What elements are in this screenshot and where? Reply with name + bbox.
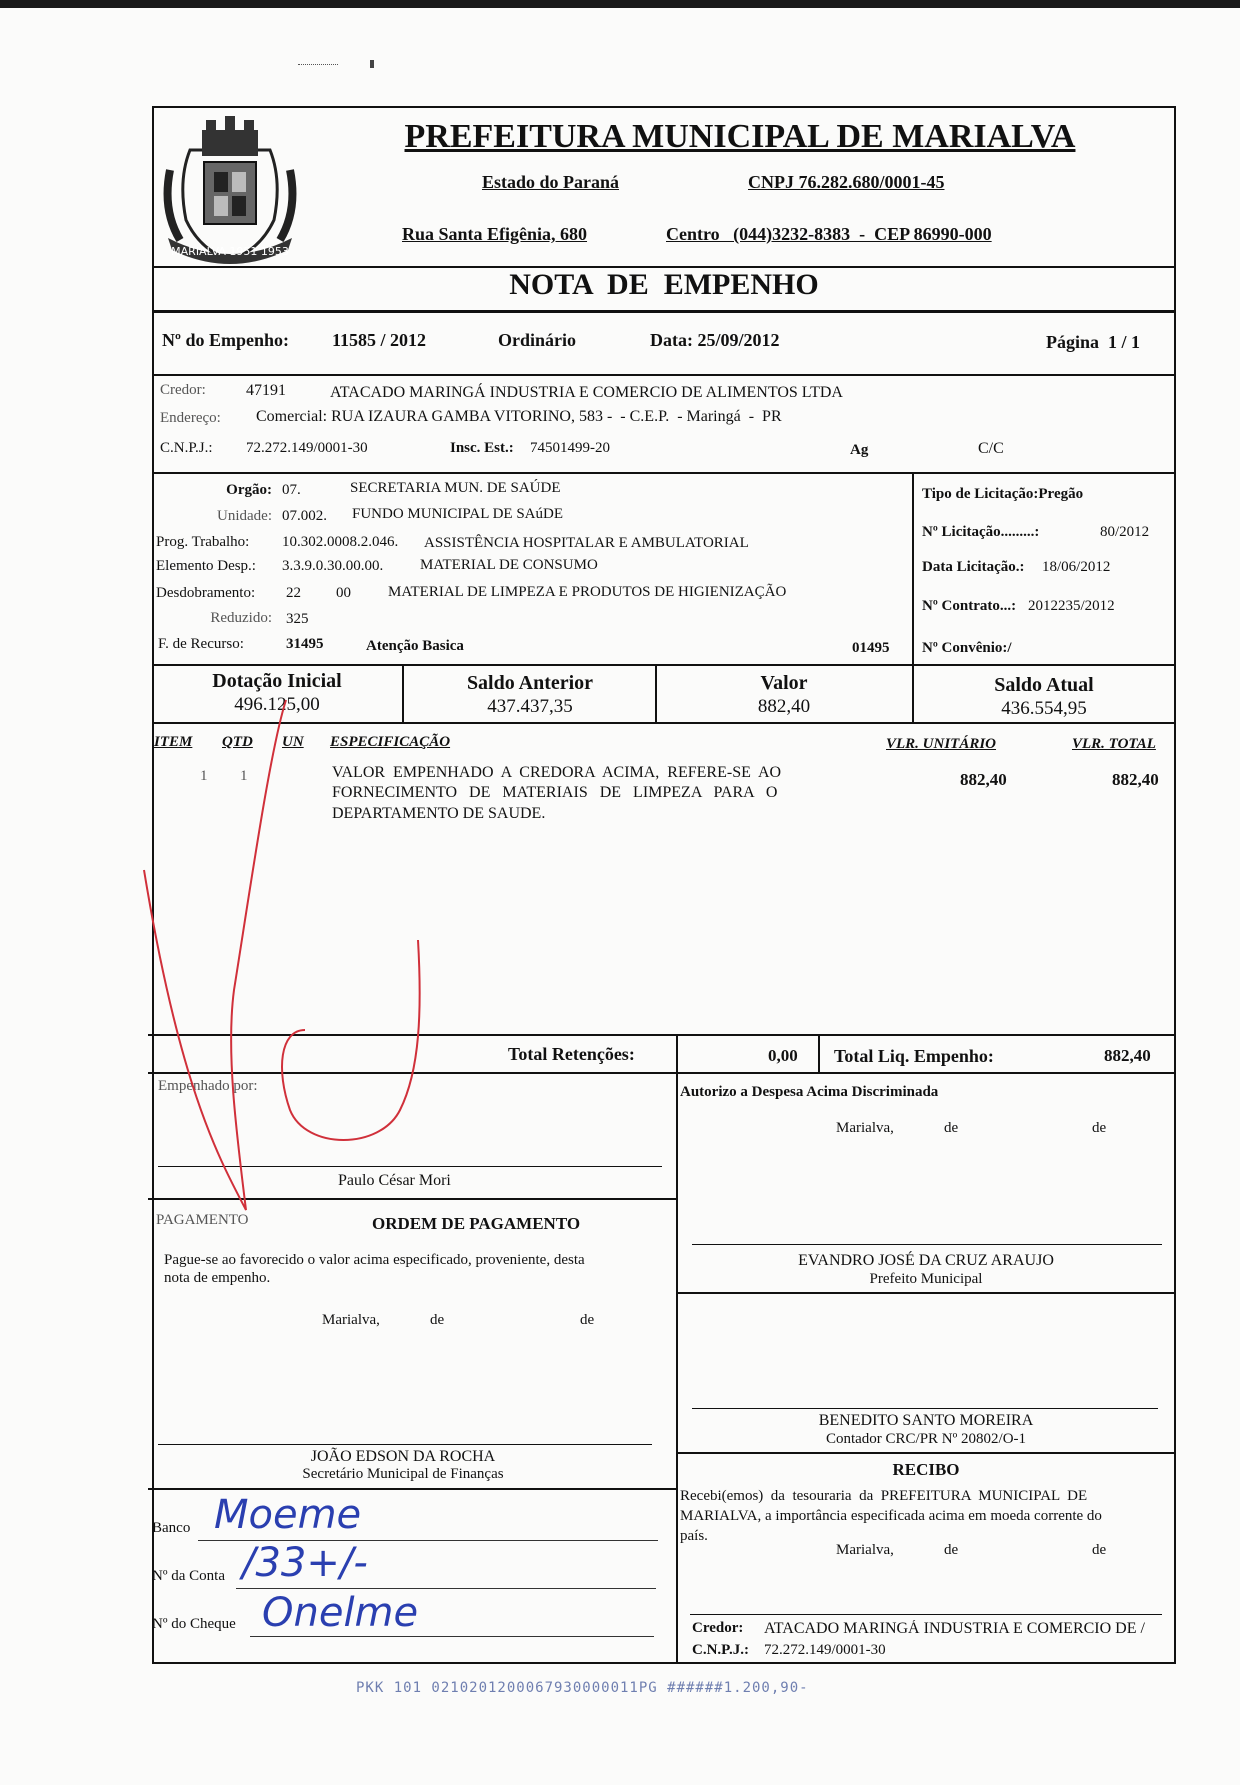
pagamento-de-1: de	[430, 1312, 445, 1328]
insc-est: 74501499-20	[530, 440, 610, 456]
saldo-atual-label: Saldo Atual	[994, 674, 1094, 696]
col-vlr-total: VLR. TOTAL	[1072, 736, 1156, 752]
conta-corrente-label: C/C	[978, 440, 1004, 457]
recibo-text-1: Recebi(emos) da tesouraria da PREFEITURA MUNICIPAL DE	[680, 1488, 1088, 1504]
prefeito-role: Prefeito Municipal	[869, 1271, 983, 1287]
divider	[912, 664, 914, 722]
header-title: PREFEITURA MUNICIPAL DE MARIALVA	[404, 118, 1076, 155]
item-number: 1	[200, 768, 208, 784]
licitacao-type: Tipo de Licitação:Pregão	[922, 486, 1084, 502]
prefeito-name: EVANDRO JOSÉ DA CRUZ ARAUJO	[798, 1252, 1054, 1269]
empenho-date: Data: 25/09/2012	[650, 330, 780, 350]
red-pen-mark	[130, 690, 450, 1230]
pagamento-de-2: de	[580, 1312, 595, 1328]
contador-name: BENEDITO SANTO MOREIRA	[818, 1412, 1034, 1429]
endereco: Comercial: RUA IZAURA GAMBA VITORINO, 583 - - C.E.P. - Maringá - PR	[256, 408, 782, 425]
financas-signer-role: Secretário Municipal de Finanças	[302, 1466, 504, 1482]
saldo-atual-value: 436.554,95	[1001, 698, 1087, 719]
autorizo-city: Marialva,	[836, 1120, 894, 1136]
reduzido: 325	[286, 611, 309, 627]
reduzido-label: Reduzido:	[210, 610, 272, 626]
autorizo-de-2: de	[1092, 1120, 1107, 1136]
scan-top-edge	[0, 0, 1240, 8]
elemento-code: 3.3.9.0.30.00.00.	[282, 558, 384, 574]
agencia-label: Ag	[850, 442, 869, 458]
credor-cnpj: 72.272.149/0001-30	[246, 440, 368, 456]
divider	[676, 1292, 1176, 1294]
autorizo-de-1: de	[944, 1120, 959, 1136]
col-item: ITEM	[154, 734, 193, 750]
recibo-de-2: de	[1092, 1542, 1107, 1558]
page-number: Página 1 / 1	[1046, 332, 1141, 352]
divider	[676, 1034, 678, 1074]
item-desc-line-3: DEPARTAMENTO DE SAUDE.	[332, 805, 546, 822]
desdobramento-desc: MATERIAL DE LIMPEZA E PRODUTOS DE HIGIENIZAÇÃO	[388, 584, 787, 600]
total-retencoes-label: Total Retenções:	[508, 1044, 635, 1064]
divider	[676, 1072, 678, 1664]
financas-signer-name: JOÃO EDSON DA ROCHA	[310, 1448, 496, 1465]
cheque-label: Nº do Cheque	[152, 1616, 236, 1632]
signature-line	[158, 1444, 652, 1445]
conta-line	[236, 1588, 656, 1589]
desdobramento-code-1: 22	[286, 585, 301, 601]
pagamento-text-1: Pague-se ao favorecido o valor acima especificado, proveniente, desta	[164, 1252, 585, 1268]
divider	[655, 664, 657, 722]
col-especificacao: ESPECIFICAÇÃO	[330, 734, 451, 750]
valor-label: Valor	[760, 672, 808, 694]
orgao-label: Orgão:	[226, 482, 272, 498]
divider	[818, 1034, 820, 1074]
cheque-handwriting: Onelme	[262, 1590, 419, 1636]
recurso-desc: Atenção Basica	[366, 638, 464, 654]
item-vlr-unitario: 882,40	[960, 770, 1007, 789]
saldo-anterior-label: Saldo Anterior	[466, 672, 594, 694]
contador-role: Contador CRC/PR Nº 20802/O-1	[825, 1431, 1027, 1447]
signature-line	[692, 1244, 1162, 1245]
recibo-text-2: MARIALVA, a importância especificada acima em moeda corrente do	[680, 1508, 1102, 1524]
divider	[152, 374, 1176, 376]
credor-name: ATACADO MARINGÁ INDUSTRIA E COMERCIO DE ALIMENTOS LTDA	[330, 384, 843, 401]
divider	[152, 664, 1176, 666]
signature-line	[690, 1614, 1162, 1615]
banco-label: Banco	[152, 1520, 191, 1536]
autorizo-label: Autorizo a Despesa Acima Discriminada	[680, 1084, 939, 1100]
total-liquido-label: Total Liq. Empenho:	[834, 1046, 994, 1066]
conta-handwriting: /33+/-	[242, 1540, 368, 1586]
recibo-cnpj-label: C.N.P.J.:	[692, 1642, 749, 1658]
signature-line	[692, 1408, 1158, 1409]
svg-text:MARIALVA 1951 1953: MARIALVA 1951 1953	[171, 245, 289, 258]
unidade-label: Unidade:	[217, 508, 272, 524]
header-address: Centro (044)3232-8383 - CEP 86990-000	[666, 224, 992, 244]
convenio: Nº Convênio:/	[922, 640, 1012, 656]
scan-speckle	[370, 60, 374, 68]
item-vlr-total: 882,40	[1112, 770, 1159, 789]
recibo-de-1: de	[944, 1542, 959, 1558]
col-qtd: QTD	[222, 734, 253, 750]
empenho-number: 11585 / 2012	[332, 330, 427, 350]
saldo-anterior-value: 437.437,35	[487, 696, 573, 717]
item-desc-line-2: FORNECIMENTO DE MATERIAIS DE LIMPEZA PARA O	[332, 784, 778, 801]
endereco-label: Endereço:	[160, 410, 221, 426]
desdobramento-label: Desdobramento:	[156, 585, 256, 601]
desdobramento-code-2: 00	[336, 585, 351, 601]
recurso-code: 31495	[286, 636, 324, 652]
col-vlr-unitario: VLR. UNITÁRIO	[886, 736, 997, 752]
item-desc-line-1: VALOR EMPENHADO A CREDORA ACIMA, REFERE-SE AO	[332, 764, 782, 781]
divider	[912, 472, 914, 664]
dotacao-inicial-value: 496.125,00	[234, 694, 320, 715]
pagamento-text-2: nota de empenho.	[164, 1270, 271, 1286]
header-cnpj: CNPJ 76.282.680/0001-45	[748, 172, 945, 192]
orgao-desc: SECRETARIA MUN. DE SAÚDE	[350, 480, 561, 496]
credor-label: Credor:	[160, 382, 206, 398]
recibo-title: RECIBO	[892, 1460, 960, 1479]
licitacao-date-label: Data Licitação.:	[922, 559, 1025, 575]
pagamento-label: PAGAMENTO	[156, 1212, 249, 1228]
doc-title: NOTA DE EMPENHO	[509, 268, 819, 301]
unidade-desc: FUNDO MUNICIPAL DE SAúDE	[352, 506, 563, 522]
marialva-coat-of-arms	[160, 110, 300, 270]
prog-trabalho-label: Prog. Trabalho:	[156, 534, 250, 550]
cheque-line	[250, 1636, 654, 1637]
contrato-label: Nº Contrato...:	[922, 598, 1017, 614]
empenhado-name: Paulo César Mori	[338, 1172, 451, 1189]
footer-code: PKK 101 0210201200067930000011PG ######1.200,90-	[356, 1680, 809, 1696]
header-state: Estado do Paraná	[482, 172, 620, 192]
header-street: Rua Santa Efigênia, 680	[402, 224, 588, 244]
empenho-type: Ordinário	[498, 330, 577, 350]
licitacao-number: 80/2012	[1100, 524, 1150, 540]
item-qtd: 1	[240, 768, 248, 784]
elemento-desc: MATERIAL DE CONSUMO	[420, 557, 598, 573]
unidade-code: 07.002.	[282, 508, 327, 524]
insc-est-label: Insc. Est.:	[450, 440, 514, 456]
credor-code: 47191	[246, 382, 286, 399]
elemento-label: Elemento Desp.:	[156, 558, 256, 574]
recibo-city: Marialva,	[836, 1542, 894, 1558]
empenho-number-label: Nº do Empenho:	[162, 330, 289, 350]
recibo-text-3: país.	[680, 1528, 708, 1544]
recibo-credor-label: Credor:	[692, 1620, 744, 1636]
recibo-credor: ATACADO MARINGÁ INDUSTRIA E COMERCIO DE /	[764, 1620, 1145, 1637]
total-liquido: 882,40	[1104, 1046, 1151, 1065]
recurso-label: F. de Recurso:	[158, 636, 244, 652]
prog-trabalho-desc: ASSISTÊNCIA HOSPITALAR E AMBULATORIAL	[424, 535, 749, 551]
recibo-cnpj: 72.272.149/0001-30	[764, 1642, 886, 1658]
orgao-code: 07.	[282, 482, 301, 498]
total-retencoes: 0,00	[768, 1046, 798, 1065]
divider	[676, 1452, 1176, 1454]
banco-handwriting: Moeme	[214, 1492, 362, 1538]
col-un: UN	[282, 734, 304, 750]
divider	[152, 472, 1176, 474]
pagamento-city: Marialva,	[322, 1312, 380, 1328]
credor-cnpj-label: C.N.P.J.:	[160, 440, 213, 456]
licitacao-number-label: Nº Licitação.........:	[922, 524, 1040, 540]
ordem-pagamento-title: ORDEM DE PAGAMENTO	[372, 1214, 581, 1233]
scan-speckle	[298, 64, 338, 71]
licitacao-date: 18/06/2012	[1042, 559, 1111, 575]
divider	[148, 1488, 676, 1490]
prog-trabalho-code: 10.302.0008.2.046.	[282, 534, 399, 550]
recurso-extra: 01495	[852, 640, 890, 656]
contrato: 2012235/2012	[1028, 598, 1115, 614]
valor-value: 882,40	[757, 696, 811, 717]
empenhado-label: Empenhado por:	[158, 1078, 258, 1094]
dotacao-inicial-label: Dotação Inicial	[212, 670, 342, 692]
conta-label: Nº da Conta	[152, 1568, 225, 1584]
divider	[152, 310, 1176, 313]
